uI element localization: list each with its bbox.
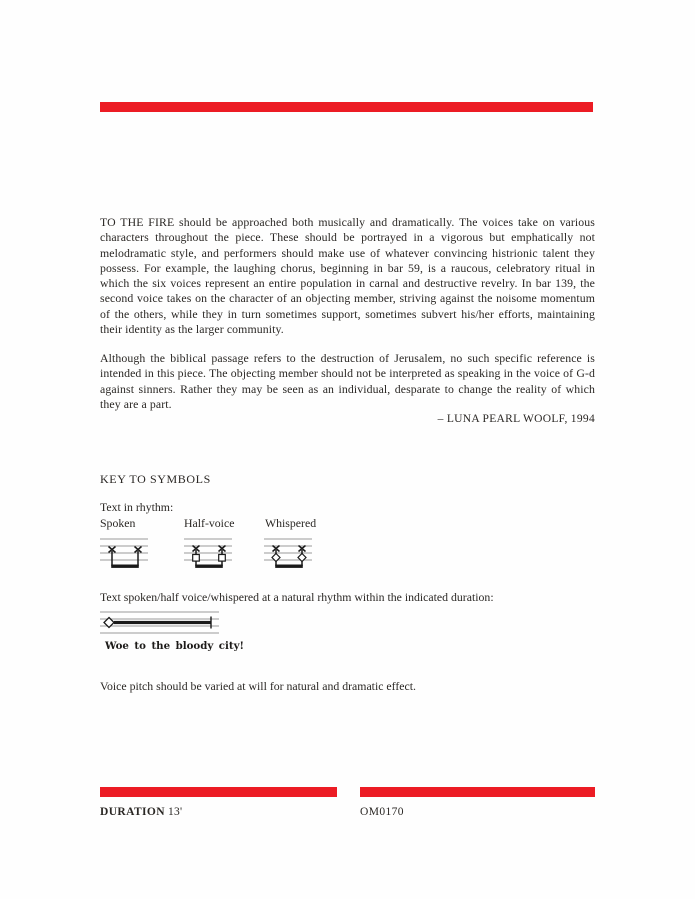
- spoken-label: Spoken: [100, 516, 136, 530]
- bottom-left-red-bar: [100, 787, 337, 797]
- half-voice-label: Half-voice: [184, 516, 235, 530]
- whispered-label: Whispered: [265, 516, 317, 530]
- duration-info: [100, 806, 182, 818]
- author-attribution: – LUNA PEARL WOOLF, 1994: [437, 413, 595, 425]
- catalog-number: OM0170: [360, 806, 404, 818]
- lyric-example: Woe to the bloody city!: [105, 640, 244, 652]
- bottom-right-red-bar: [360, 787, 595, 797]
- voice-pitch-note: Voice pitch should be varied at will for natural and dramatic effect.: [100, 679, 416, 693]
- spoken-notation-icon: [100, 534, 148, 577]
- program-note-paragraph-2: Although the biblical passage refers to the destruction of Jerusalem, no such specific reference is intended in this piece. The objecting member should not be interpreted as speaking in the voice of G-d against sinners. Rather they may be seen as an individual, desparate to change the reality of which they are a part.: [100, 351, 595, 411]
- top-red-bar: [100, 102, 593, 112]
- text-in-rhythm-label: Text in rhythm:: [100, 500, 174, 514]
- natural-rhythm-caption: Text spoken/half voice/whispered at a natural rhythm within the indicated duration:: [100, 590, 494, 604]
- duration-label: DURATION: [100, 806, 165, 818]
- key-to-symbols-heading: KEY TO SYMBOLS: [100, 472, 211, 486]
- whispered-notation-icon: [264, 534, 312, 577]
- duration-value: 13': [168, 806, 183, 818]
- program-note-paragraph-1: TO THE FIRE should be approached both musically and dramatically. The voices take on various characters throughout the piece. These should be portrayed in a vigorous but emphatically not melodramatic style, and performers should make use of whatever convincing histrionic talent they possess. For example, the laughing chorus, beginning in bar 59, is a raucous, celebratory ritual in which the six voices represent an entire population in carnal and destructive revelry. In bar 139, the second voice takes on the character of an objecting member, striving against the noisome momentum of the others, while they in turn sometimes support, sometimes subvert his/her efforts, maintaining their identity as the larger community.: [100, 215, 595, 337]
- duration-line-notation-icon: [100, 607, 219, 643]
- half-voice-notation-icon: [184, 534, 232, 577]
